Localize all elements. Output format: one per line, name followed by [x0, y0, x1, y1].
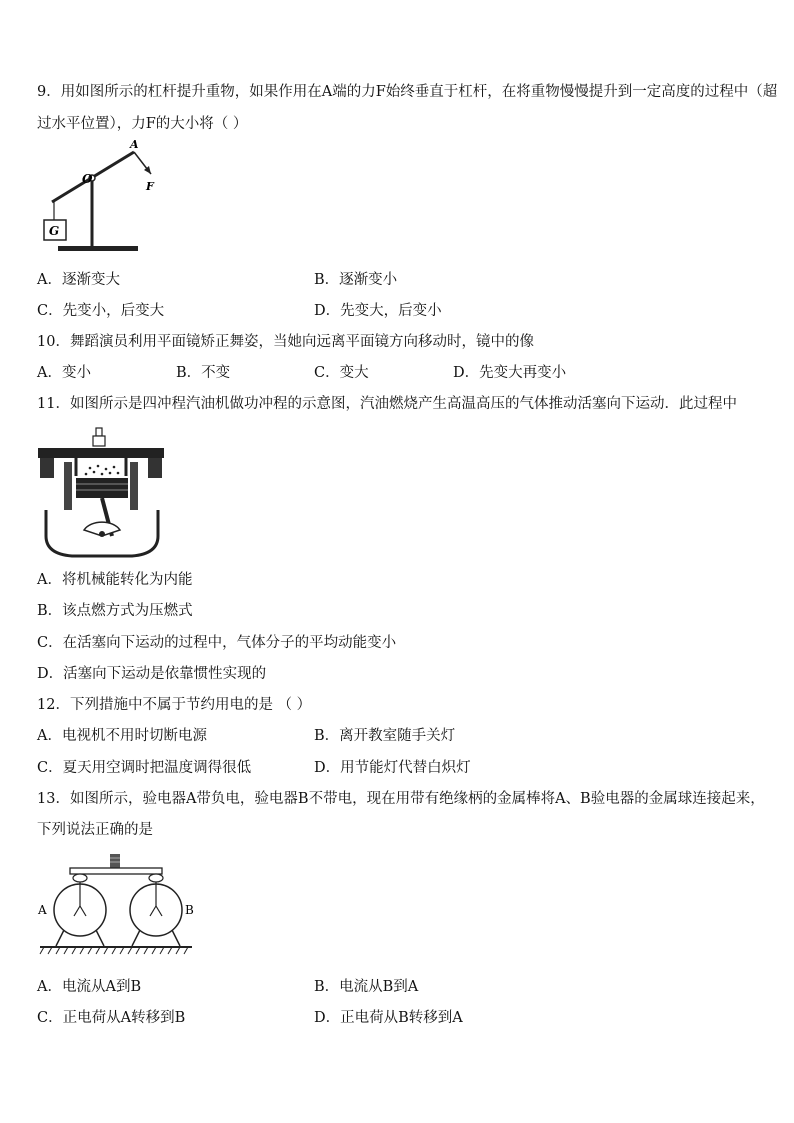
label-a: A	[130, 138, 139, 151]
q11-option-c[interactable]: C．在活塞向下运动的过程中，气体分子的平均动能变小	[37, 635, 397, 651]
q9-option-d[interactable]: D．先变大，后变小	[314, 303, 442, 319]
question-9-stem-line2: 过水平位置），力F的大小将（ ）	[37, 116, 248, 132]
ball-a	[73, 874, 87, 882]
cylinder-head	[38, 448, 164, 458]
spark-plug	[93, 436, 105, 446]
q13-option-c[interactable]: C．正电荷从A转移到B	[37, 1010, 186, 1026]
piston	[76, 478, 128, 498]
q12-option-d[interactable]: D．用节能灯代替白炽灯	[314, 760, 471, 776]
q11-option-a[interactable]: A．将机械能转化为内能	[37, 572, 193, 588]
engine-figure	[36, 426, 166, 561]
electroscope-figure	[36, 850, 196, 960]
question-12-stem: 12．下列措施中不属于节约用电的是 （ ）	[37, 697, 312, 713]
q9-option-b[interactable]: B．逐渐变小	[314, 272, 398, 288]
q13-option-d[interactable]: D．正电荷从B转移到A	[314, 1010, 463, 1026]
q11-option-b[interactable]: B．该点燃方式为压燃式	[37, 603, 193, 619]
question-10-stem: 10．舞蹈演员利用平面镜矫正舞姿，当她向远离平面镜方向移动时，镜中的像	[37, 334, 534, 350]
q11-option-d[interactable]: D．活塞向下运动是依靠惯性实现的	[37, 666, 267, 682]
label-o: O	[82, 172, 93, 186]
q10-option-c[interactable]: C．变大	[314, 365, 369, 381]
label-g: G	[49, 224, 60, 238]
insulating-handle	[110, 854, 120, 868]
question-13-stem-line1: 13．如图所示，验电器A带负电，验电器B不带电，现在用带有绝缘柄的金属棒将A、B验电器的金属球连接起来，	[37, 791, 765, 807]
label-a: A	[38, 903, 47, 917]
q10-option-d[interactable]: D．先变大再变小	[453, 365, 567, 381]
label-f: F	[146, 180, 154, 193]
lever-base	[58, 246, 138, 251]
q10-option-b[interactable]: B．不变	[176, 365, 231, 381]
q9-option-a[interactable]: A．逐渐变大	[37, 272, 120, 288]
q12-option-c[interactable]: C．夏天用空调时把温度调得很低	[37, 760, 252, 776]
lever-figure	[36, 138, 166, 258]
ball-b	[149, 874, 163, 882]
metal-rod	[70, 868, 162, 874]
q9-option-c[interactable]: C．先变小，后变大	[37, 303, 165, 319]
q13-option-a[interactable]: A．电流从A到B	[37, 979, 142, 995]
q13-option-b[interactable]: B．电流从B到A	[314, 979, 419, 995]
question-11-stem: 11．如图所示是四冲程汽油机做功冲程的示意图，汽油燃烧产生高温高压的气体推动活塞向下运动．此过程中	[37, 396, 737, 412]
q12-option-a[interactable]: A．电视机不用时切断电源	[37, 728, 207, 744]
question-9-stem-line1: 9．用如图所示的杠杆提升重物，如果作用在A端的力F始终垂直于杠杆，在将重物慢慢提升到一定高度的过程中（超	[37, 84, 778, 100]
q10-option-a[interactable]: A．变小	[37, 365, 91, 381]
label-b: B	[185, 903, 194, 917]
q12-option-b[interactable]: B．离开教室随手关灯	[314, 728, 456, 744]
question-13-stem-line2: 下列说法正确的是	[37, 822, 153, 838]
